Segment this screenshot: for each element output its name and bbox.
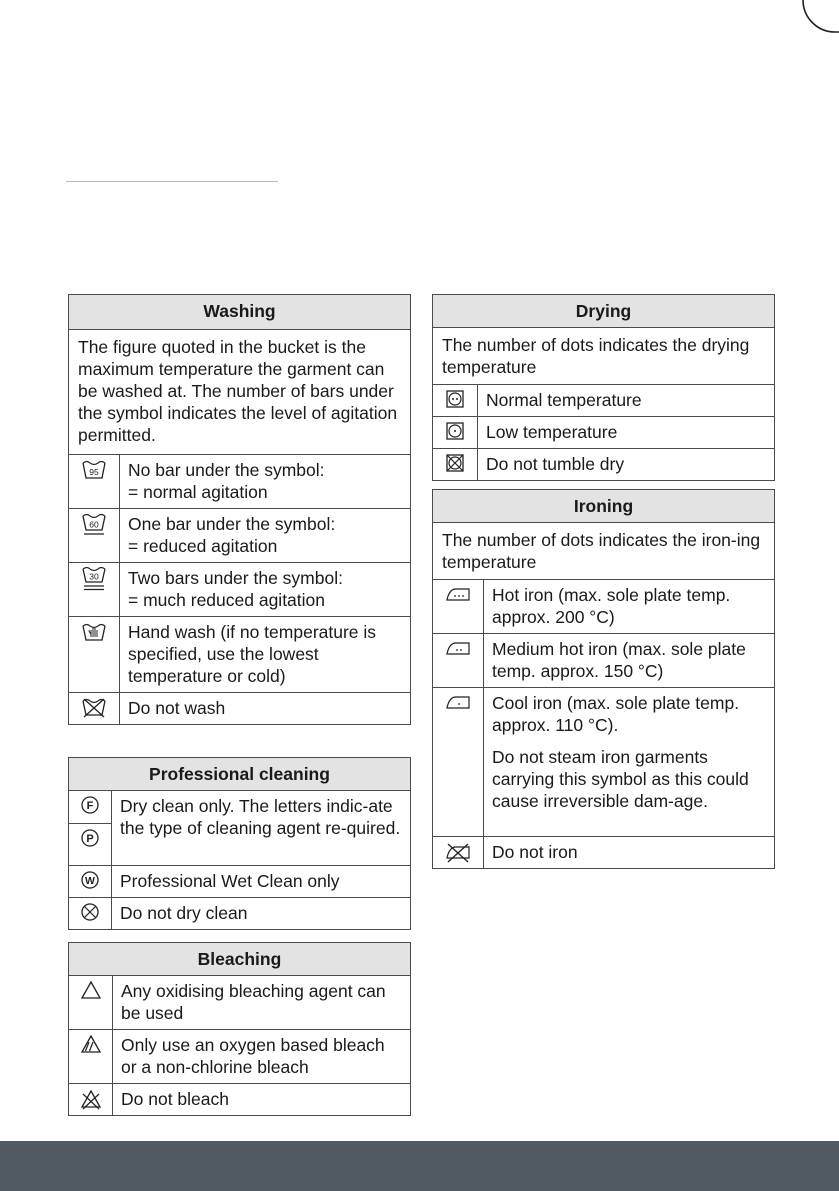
ironing-intro: The number of dots indicates the iron-ing temperature [433, 523, 775, 580]
washing-row [69, 617, 411, 693]
washing-row [69, 563, 411, 617]
drying-intro: The number of dots indicates the drying temperature [433, 328, 775, 385]
ironing-row [433, 688, 775, 837]
washing-table [68, 294, 411, 725]
ironing-text: Do not iron [492, 842, 578, 862]
bleaching-text: Do not bleach [121, 1089, 229, 1109]
bleaching-table [68, 942, 411, 1116]
iron-medium-icon [445, 638, 471, 658]
hand-wash-icon [81, 621, 107, 647]
do-not-dry-clean-icon [80, 902, 100, 922]
do-not-bleach-icon [80, 1088, 102, 1110]
bleaching-text: Any oxidising bleaching agent can be used [121, 981, 386, 1023]
ironing-row [433, 634, 775, 688]
ironing-note: Do not steam iron garments carrying this symbol as this could cause irreversible dam-age. [492, 747, 749, 811]
washing-row-text: Hand wash (if no temperature is specified, use the lowest temperature or cold) [128, 622, 377, 686]
crop-corner-mark [779, 0, 839, 60]
washing-row [69, 693, 411, 725]
wash-95-icon [81, 459, 107, 485]
washing-title: Washing [69, 295, 411, 330]
drying-row [433, 385, 775, 417]
washing-row-line: = reduced agitation [128, 536, 278, 556]
professional-cleaning-text: Do not dry clean [120, 903, 248, 923]
washing-row-line: Two bars under the symbol: [128, 568, 343, 588]
washing-row-text: Do not wash [128, 698, 226, 718]
header-rule [66, 181, 278, 182]
ironing-text: Hot iron (max. sole plate temp. approx. 200 °C) [492, 585, 731, 627]
drying-text: Do not tumble dry [486, 454, 625, 474]
ironing-row [433, 580, 775, 634]
iron-cool-icon [445, 692, 471, 712]
bleaching-title: Bleaching [69, 943, 411, 976]
dry-clean-letter: W [85, 875, 95, 887]
bleach-any-icon [80, 980, 102, 1000]
drying-text: Low temperature [486, 422, 618, 442]
dry-clean-f-icon [80, 795, 100, 815]
professional-cleaning-row [69, 866, 411, 898]
washing-intro: The figure quoted in the bucket is the maximum temperature the garment can be washed at. The number of bars under the symbol indicates the level of agitation permitted. [69, 330, 411, 455]
bleaching-row [69, 1030, 411, 1084]
drying-row [433, 449, 775, 481]
ironing-text: Cool iron (max. sole plate temp. approx. 110 °C). [492, 693, 740, 735]
bleaching-text: Only use an oxygen based bleach or a non-chlorine bleach [121, 1035, 385, 1077]
washing-row-line: = much reduced agitation [128, 590, 326, 610]
dry-clean-p-icon [80, 828, 100, 848]
professional-cleaning-text: Professional Wet Clean only [120, 871, 340, 891]
tumble-dry-low-icon [445, 421, 465, 441]
drying-text: Normal temperature [486, 390, 642, 410]
footer-band [0, 1141, 839, 1191]
bleaching-row [69, 976, 411, 1030]
dry-clean-letter: F [86, 800, 94, 812]
wash-30-two-bars-icon [81, 567, 107, 593]
washing-row [69, 509, 411, 563]
wash-temp-label: 30 [89, 571, 99, 582]
wash-temp-label: 95 [89, 467, 99, 477]
bleaching-row [69, 1084, 411, 1116]
do-not-iron-icon [445, 841, 471, 863]
bleach-oxygen-only-icon [80, 1034, 102, 1054]
wet-clean-w-icon [80, 870, 100, 890]
professional-cleaning-title: Professional cleaning [69, 758, 411, 791]
ironing-table [432, 489, 775, 869]
tumble-dry-normal-icon [445, 389, 465, 409]
professional-cleaning-text: Dry clean only. The letters indic-ate the type of cleaning agent re-quired. [120, 796, 401, 838]
washing-row-line: No bar under the symbol: [128, 460, 325, 480]
washing-row-line: = normal agitation [128, 482, 268, 502]
do-not-tumble-dry-icon [445, 453, 465, 473]
washing-row-line: One bar under the symbol: [128, 514, 336, 534]
washing-row [69, 455, 411, 509]
do-not-wash-icon [81, 697, 107, 719]
professional-cleaning-row [69, 898, 411, 930]
ironing-row [433, 837, 775, 869]
iron-hot-icon [445, 584, 471, 604]
drying-table [432, 294, 775, 481]
ironing-title: Ironing [433, 490, 775, 523]
ironing-text: Medium hot iron (max. sole plate temp. approx. 150 °C) [492, 639, 746, 681]
wash-60-one-bar-icon [81, 513, 107, 539]
professional-cleaning-row [69, 791, 411, 824]
professional-cleaning-table [68, 757, 411, 930]
dry-clean-letter: P [86, 833, 94, 845]
wash-temp-label: 60 [89, 519, 99, 530]
drying-row [433, 417, 775, 449]
drying-title: Drying [433, 295, 775, 328]
